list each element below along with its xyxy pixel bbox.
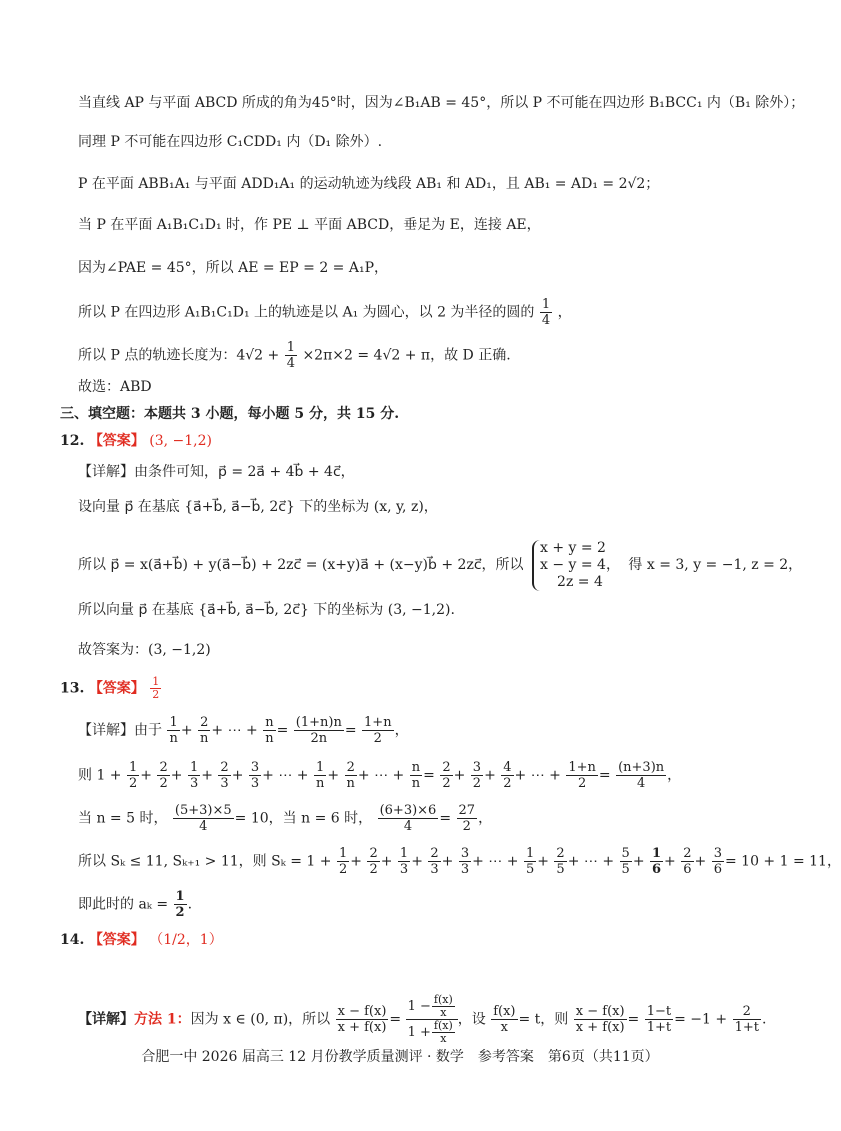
text-segment: 所以 P 点的轨迹长度为：4√2 + — [78, 347, 280, 364]
equation-system: x + y = 2 x − y = 4， 2z = 4 — [532, 540, 620, 591]
question-number: 13. — [60, 680, 85, 697]
nested-fraction: 1 − $\frac{f(x)}{x}$ 1 + $\frac{f(x)}{x}$ — [406, 994, 458, 1045]
answer-tag: 【答案】 — [88, 680, 145, 697]
question-14-answer — [60, 930, 223, 950]
detail-tag: 【详解】 — [78, 722, 134, 739]
question-12-answer — [60, 431, 212, 451]
text-line — [78, 340, 511, 371]
method-label: 方法 1： — [134, 1011, 191, 1028]
page-footer: 合肥一中 2026 届高三 12 月份教学质量测评 · 数学 参考答案 第6页（共11页） — [141, 1049, 659, 1065]
text-segment: ×2π×2 = 4√2 + π，故 D 正确. — [302, 347, 511, 364]
answer-fraction: $\frac{1}{2}$ — [152, 675, 160, 701]
text-line: 【详解】由于 $\frac{1}{n}$ + $\frac{2}{n}$ + ⋯ + $\frac{n}{n}$ = $\frac{(1+n)n}{2n}$ = $\frac{1+n}{2}$ ， — [78, 715, 409, 746]
text-segment: 由条件可知，p⃗ = 2a⃗ + 4b⃗ + 4c⃗， — [134, 464, 355, 480]
text-segment: 所以 p⃗ = x(a⃗+b⃗) + y(a⃗−b⃗) + 2zc⃗ = (x+y)a⃗ + (x−y)b⃗ + 2zc⃗，所以 — [78, 557, 524, 573]
answer-value: （1/2，1） — [149, 932, 223, 948]
question-13-answer — [60, 676, 162, 701]
fraction: $\frac{1}{4}$ — [286, 340, 295, 371]
text-line: 则 1 + $\frac{1}{2}$ + $\frac{2}{2}$ + $\frac{1}{3}$ + $\frac{2}{3}$ + $\frac{3}{3}$ + ⋯ + $\frac{1}{n}$ + $\frac{2}{n}$ + ⋯ + $\frac{n}{n}$ = $\frac{2}{2}$ + $\frac{3}{2}$ + $\frac{4}{2}$ + ⋯ + $\frac{1+n}{2}$ = $\frac{(n+3)n}{4}$ ， — [78, 760, 682, 791]
text-line: 所以 Sₖ ≤ 11, Sₖ₊₁ > 11，则 Sₖ = 1 + $\frac{1}{2}$ + $\frac{2}{2}$ + $\frac{1}{3}$ + $\frac{2}{3}$ + $\frac{3}{3}$ + ⋯ + $\frac{1}{5}$ + $\frac{2}{5}$ + ⋯ + $\frac{5}{5}$ + $\frac{1}{6}$ + $\frac{2}{6}$ + $\frac{3}{6}$ = 10 + 1 = 11， — [78, 846, 841, 877]
answer-value: (3, −1,2) — [149, 433, 212, 449]
text-segment: 所以 P 在四边形 A₁B₁C₁D₁ 上的轨迹是以 A₁ 为圆心，以 2 为半径的圆的 — [78, 304, 535, 321]
section-heading: 三、填空题：本题共 3 小题，每小题 5 分，共 15 分. — [60, 406, 400, 422]
text-line: 当直线 AP 与平面 ABCD 所成的角为45°时，因为∠B₁AB = 45°，所以 P 不可能在四边形 B₁BCC₁ 内（B₁ 除外）； — [78, 95, 805, 111]
answer-tag: 【答案】 — [88, 433, 145, 449]
text-line — [78, 297, 572, 328]
text-line: 因为∠PAE = 45°，所以 AE = EP = 2 = A₁P， — [78, 260, 389, 276]
fraction: $\frac{1}{4}$ — [541, 297, 551, 328]
text-line — [78, 462, 355, 482]
text-line: P 在平面 ABB₁A₁ 与平面 ADD₁A₁ 的运动轨迹为线段 AB₁ 和 AD₁，且 AB₁ = AD₁ = 2√2； — [78, 176, 660, 192]
question-number: 14. — [60, 932, 85, 948]
text-segment: ， — [557, 304, 572, 321]
text-line: 故选：ABD — [78, 379, 152, 395]
answer-tag: 【答案】 — [88, 932, 145, 948]
text-line: 故答案为：(3, −1,2) — [78, 642, 211, 658]
text-segment: 得 x = 3, y = −1, z = 2， — [628, 557, 803, 573]
text-line: 当 n = 5 时， $\frac{(5+3)\times 5}{4}$ = 10，当 n = 6 时， $\frac{(6+3)\times 6}{4}$ = $\frac{27}{2}$ ， — [78, 803, 493, 834]
text-line: 所以向量 p⃗ 在基底 {a⃗+b⃗, a⃗−b⃗, 2c⃗} 下的坐标为 (3, −1,2). — [78, 602, 455, 618]
text-line: 同理 P 不可能在四边形 C₁CDD₁ 内（D₁ 除外）. — [78, 134, 383, 150]
detail-tag: 【详解】 — [78, 1011, 134, 1028]
text-line — [78, 538, 802, 592]
text-line: 设向量 p⃗ 在基底 {a⃗+b⃗, a⃗−b⃗, 2c⃗} 下的坐标为 (x, y, z)， — [78, 499, 438, 515]
text-line: 即此时的 aₖ = $\frac{1}{2}$ . — [78, 889, 193, 920]
text-line: 【详解】方法 1：因为 x ∈ (0, π)，所以 $\frac{x - f(x)}{x + f(x)}$ = 1 − $\frac{f(x)}{x}$ 1 + $\frac{f(x)}{x}$ ，设 $\frac{f(x)}{x}$ = t，则 $\frac{x - f(x)}{x + f(x)}$ = $\frac{1-t}{1+t}$ = −1 + $\frac{2}{1+t}$ . — [78, 993, 767, 1045]
detail-tag: 【详解】 — [78, 464, 134, 480]
question-number: 12. — [60, 433, 85, 449]
text-line: 当 P 在平面 A₁B₁C₁D₁ 时，作 PE ⊥ 平面 ABCD，垂足为 E，连接 AE， — [78, 217, 541, 233]
